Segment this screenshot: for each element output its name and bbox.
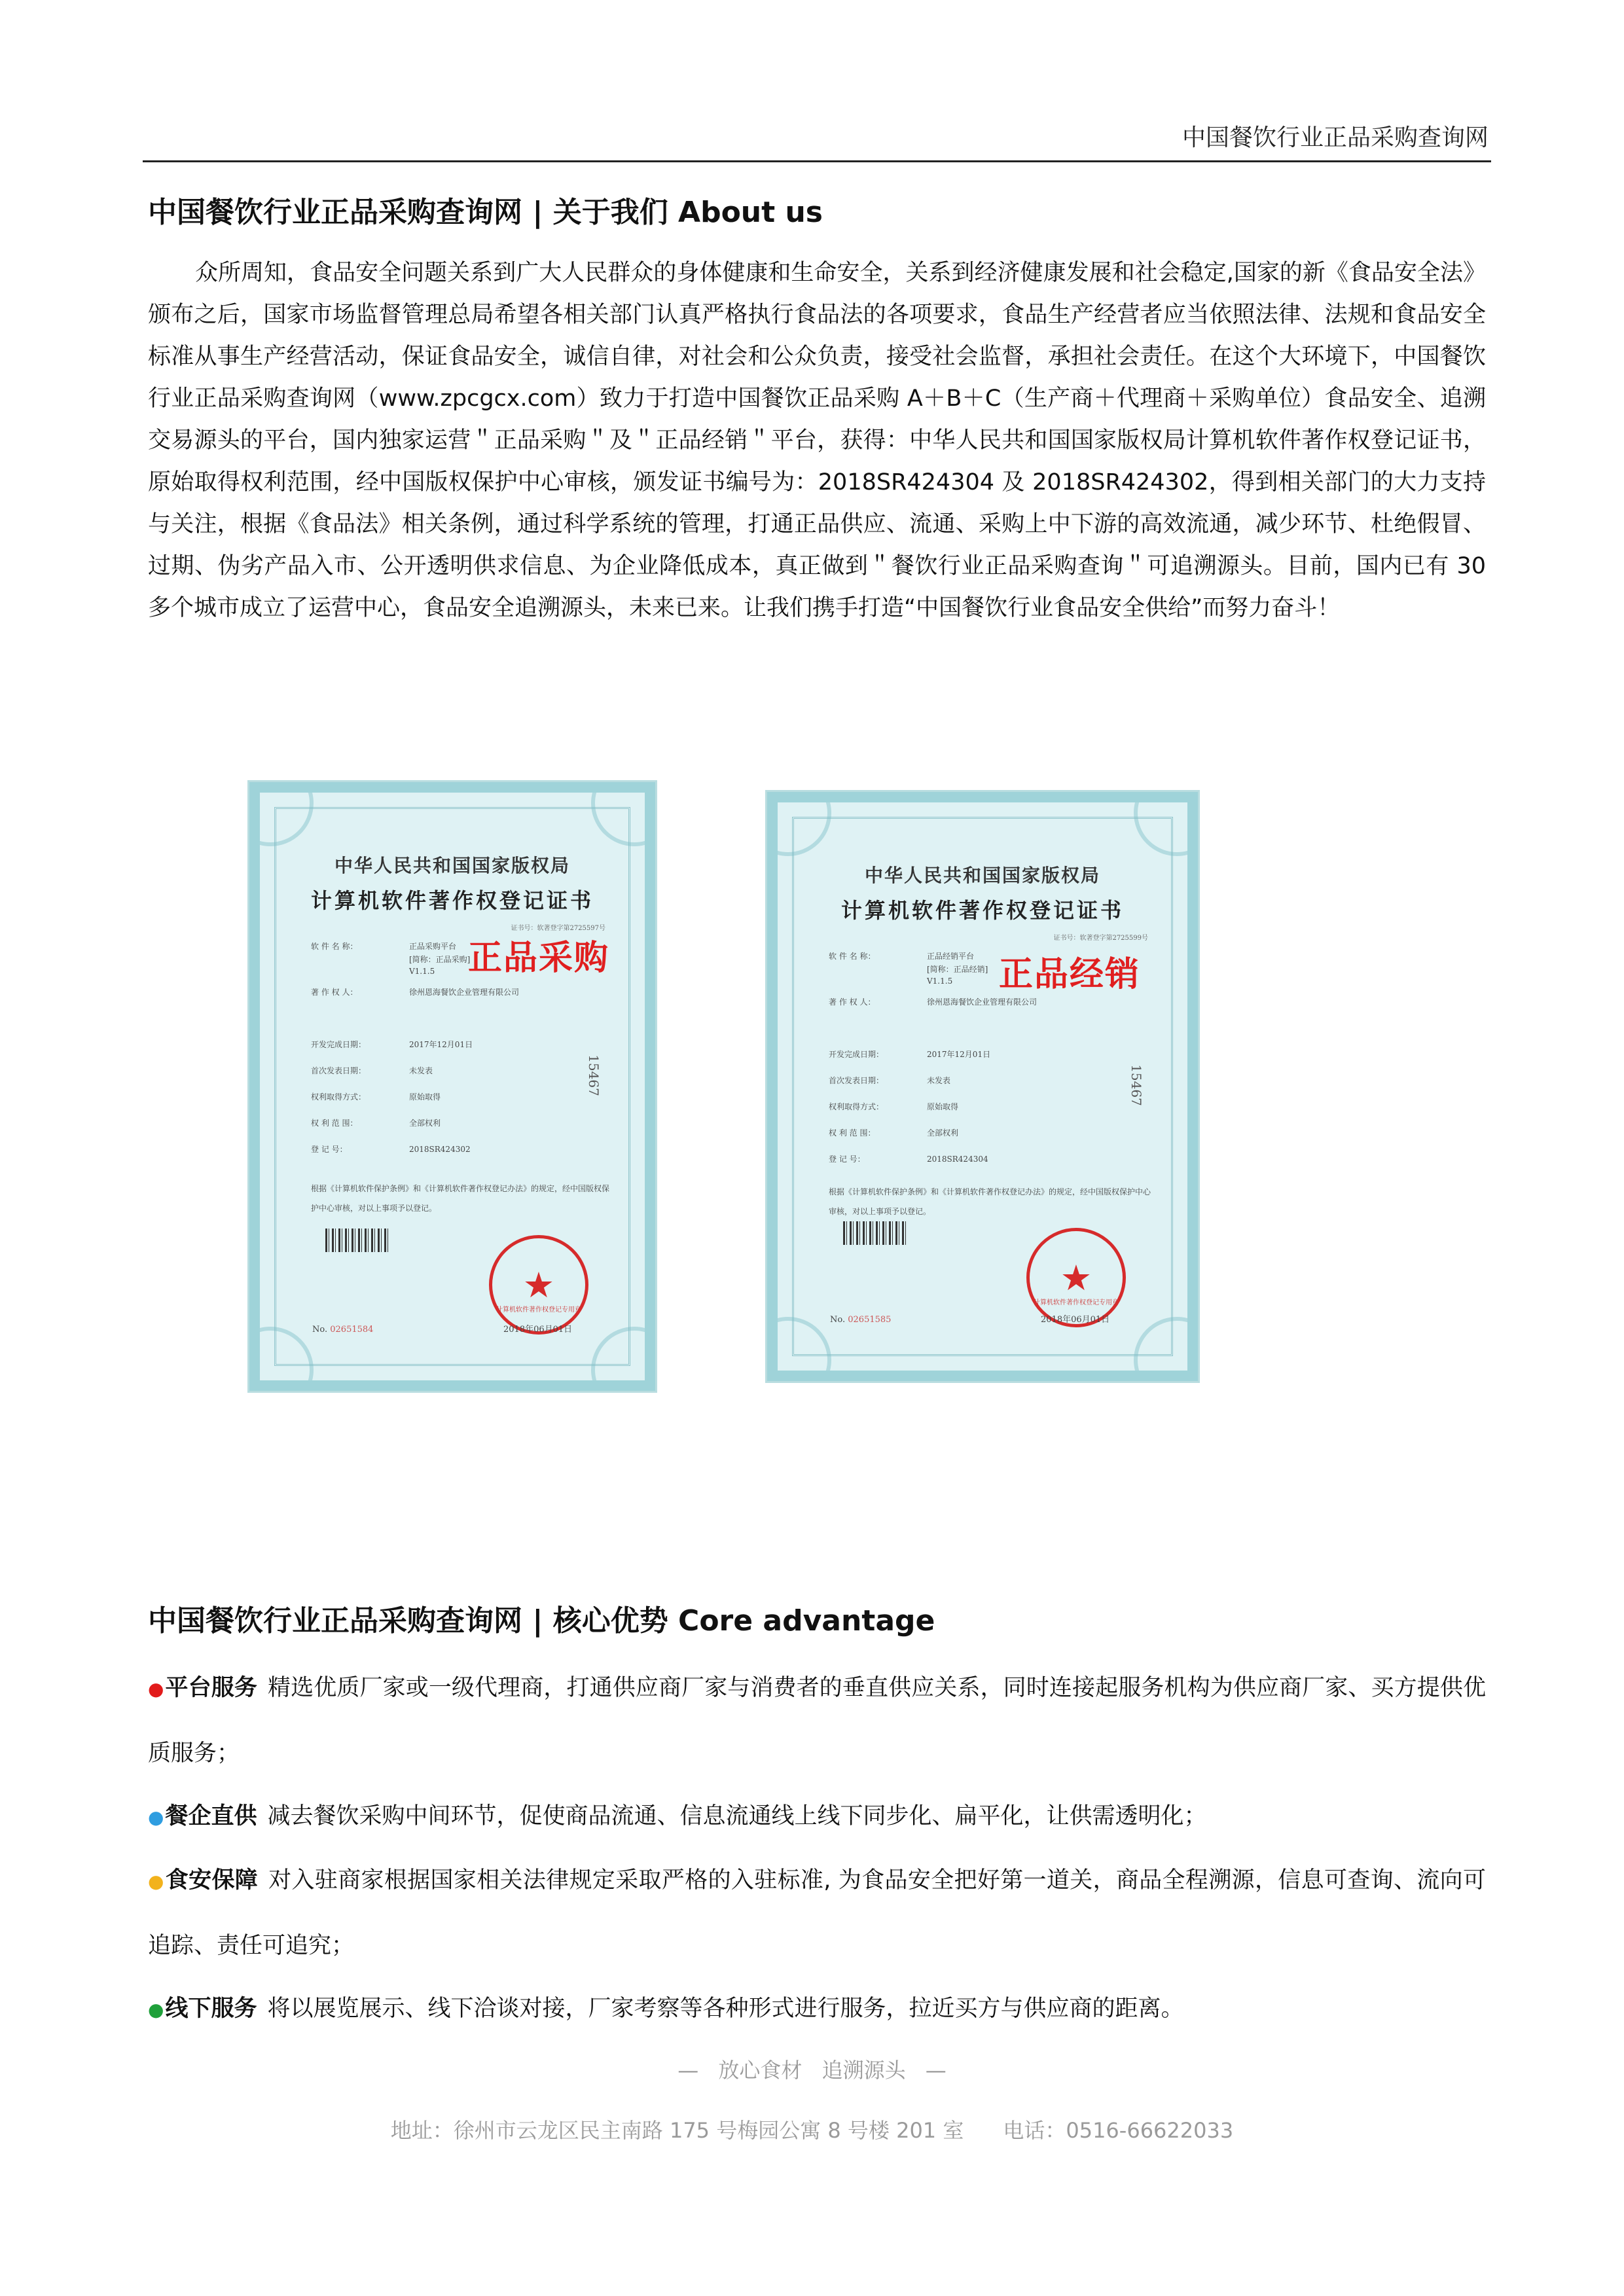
advantage-heading: 平台服务	[165, 1675, 258, 1701]
certificate-image-2	[767, 792, 1198, 1381]
advantage-text: 减去餐饮采购中间环节，促使商品流通、信息流通线上线下同步化、扁平化，让供需透明化；	[267, 1803, 1207, 1829]
bullet-dot-icon: ●	[148, 1871, 164, 1892]
rights-scope: 全部权利	[927, 1128, 959, 1138]
about-body: 众所周知，食品安全问题关系到广大人民群众的身体健康和生命安全，关系到经济健康发展和社会稳定,国家的新《食品安全法》颁布之后，国家市场监督管理总局希望各相关部门认真严格执行食品法的各项要求，食品生产经营者应当依照法律、法规和食品安全标准从事生产经营活动，保证食品安全，诚信自律，对社会和公众负责，接受社会监督，承担社会责任。在这个大环境下，中国餐饮行业正品采购查询网（www.zpcgcx.com）致力于打造中国餐饮正品采购 A＋B＋C（生产商＋代理商＋采购单位）食品安全、追溯交易源头的平台，国内独家运营＂正品采购＂及＂正品经销＂平台，获得：中华人民共和国国家版权局计算机软件著作权登记证书，原始取得权利范围，经中国版权保护中心审核，颁发证书编号为：2018SR424304 及 2018SR424302，得到相关部门的大力支持与关注，根据《食品法》相关条例，通过科学系统的管理，打通正品供应、流通、采购上中下游的高效流通，减少环节、杜绝假冒、过期、伪劣产品入市、公开透明供求信息、为企业降低成本，真正做到＂餐饮行业正品采购查询＂可追溯源头。目前，国内已有 30 多个城市成立了运营中心，食品安全追溯源头，未来已来。让我们携手打造“中国餐饮行业食品安全供给”而努力奋斗！	[148, 260, 1486, 621]
reg-label: 登 记 号：	[311, 1145, 348, 1154]
certificate-number: 证书号：软著登字第2725599号	[1053, 935, 1148, 942]
handwritten-note: 15467	[586, 1054, 602, 1096]
registration-number: 2018SR424304	[927, 1155, 988, 1164]
software-name: 正品采购平台	[409, 942, 457, 951]
stamp-text: 正品经销	[999, 954, 1141, 994]
certificate-image-1	[249, 782, 655, 1391]
seal-label: 计算机软件著作权登记专用章	[496, 1306, 581, 1314]
barcode	[325, 1229, 391, 1252]
publish-label: 首次发表日期：	[311, 1066, 367, 1075]
footer-contact	[0, 2114, 1624, 2144]
software-short: [简称：正品采购]	[409, 955, 471, 964]
footer-address: 地址：徐州市云龙区民主南路 175 号梅园公寓 8 号楼 201 室	[390, 2118, 964, 2143]
star-icon: ★	[1060, 1257, 1092, 1299]
law-text: 根据《计算机软件保护条例》和《计算机软件著作权登记办法》的规定，经中国版权保护中心审核，对以上事项予以登记。	[829, 1187, 1151, 1216]
seal-label: 计算机软件著作权登记专用章	[1034, 1299, 1119, 1306]
about-title: 中国餐饮行业正品采购查询网 | 关于我们 About us	[148, 196, 823, 229]
footer-slogan: — 放心食材 追溯源头 —	[677, 2058, 947, 2083]
software-short: [简称：正品经销]	[927, 965, 988, 974]
advantage-heading: 线下服务	[165, 1996, 257, 2022]
acquire-method: 原始取得	[927, 1102, 959, 1111]
issue-date: 2018年06月01日	[503, 1325, 573, 1335]
advantage-heading: 食安保障	[165, 1867, 259, 1893]
software-label: 软 件 名 称：	[311, 942, 358, 951]
dev-date-label: 开发完成日期：	[311, 1040, 367, 1049]
header-rule	[143, 160, 1491, 162]
certificate-number: 证书号：软著登字第2725597号	[511, 925, 605, 932]
certificate-title: 计算机软件著作权登记证书	[840, 898, 1124, 923]
advantage-item	[148, 1784, 1486, 1850]
owner-name: 徐州恩海餐饮企业管理有限公司	[409, 988, 520, 997]
method-label: 权利取得方式：	[311, 1092, 367, 1102]
certificate-issuer: 中华人民共和国国家版权局	[334, 855, 570, 876]
scope-label: 权 利 范 围：	[829, 1128, 876, 1138]
publish-status: 未发表	[927, 1076, 951, 1085]
dev-date: 2017年12月01日	[927, 1050, 991, 1059]
software-version: V1.1.5	[927, 977, 953, 986]
owner-name: 徐州恩海餐饮企业管理有限公司	[927, 997, 1038, 1007]
publish-label: 首次发表日期：	[829, 1076, 884, 1085]
serial-number: No. 02651584	[312, 1325, 374, 1335]
advantage-text: 精选优质厂家或一级代理商，打通供应商厂家与消费者的垂直供应关系，同时连接起服务机构为供应商厂家、买方提供优质服务；	[148, 1675, 1486, 1767]
advantage-text: 对入驻商家根据国家相关法律规定采取严格的入驻标准, 为食品安全把好第一道关，商品全程溯源，信息可查询、流向可追踪、责任可追究；	[148, 1867, 1486, 1959]
star-icon: ★	[522, 1265, 555, 1306]
bullet-dot-icon: ●	[148, 1806, 164, 1828]
advantage-item	[148, 1848, 1486, 1978]
owner-label: 著 作 权 人：	[311, 988, 358, 997]
bullet-dot-icon: ●	[148, 1999, 164, 2020]
barcode	[843, 1221, 909, 1245]
official-seal	[489, 1235, 588, 1335]
handwritten-note: 15467	[1128, 1064, 1145, 1106]
scope-label: 权 利 范 围：	[311, 1119, 358, 1128]
publish-status: 未发表	[409, 1066, 433, 1075]
advantage-heading: 餐企直供	[165, 1803, 257, 1829]
software-name: 正品经销平台	[927, 952, 975, 961]
advantage-item	[148, 1977, 1486, 2042]
rights-scope: 全部权利	[409, 1119, 441, 1128]
registration-number: 2018SR424302	[409, 1145, 471, 1154]
software-label: 软 件 名 称：	[829, 952, 876, 961]
serial-number: No. 02651585	[830, 1315, 892, 1325]
certificate-title: 计算机软件著作权登记证书	[310, 888, 594, 913]
certificate-issuer: 中华人民共和国国家版权局	[864, 865, 1100, 886]
issue-date: 2018年06月01日	[1041, 1315, 1110, 1325]
software-version: V1.1.5	[409, 967, 435, 976]
header-site-name: 中国餐饮行业正品采购查询网	[1182, 124, 1489, 151]
footer-phone: 电话：0516-66622033	[1003, 2118, 1234, 2143]
bullet-dot-icon: ●	[148, 1678, 164, 1700]
stamp-text: 正品采购	[468, 938, 610, 978]
reg-label: 登 记 号：	[829, 1155, 865, 1164]
dev-date-label: 开发完成日期：	[829, 1050, 884, 1059]
acquire-method: 原始取得	[409, 1092, 441, 1102]
advantages-title: 中国餐饮行业正品采购查询网 | 核心优势 Core advantage	[148, 1604, 935, 1638]
advantage-item	[148, 1656, 1486, 1785]
owner-label: 著 作 权 人：	[829, 997, 876, 1007]
law-text: 根据《计算机软件保护条例》和《计算机软件著作权登记办法》的规定，经中国版权保护中心审核，对以上事项予以登记。	[311, 1184, 610, 1213]
advantage-text: 将以展览展示、线下洽谈对接，厂家考察等各种形式进行服务，拉近买方与供应商的距离。	[267, 1996, 1184, 2022]
method-label: 权利取得方式：	[829, 1102, 884, 1111]
dev-date: 2017年12月01日	[409, 1040, 473, 1049]
